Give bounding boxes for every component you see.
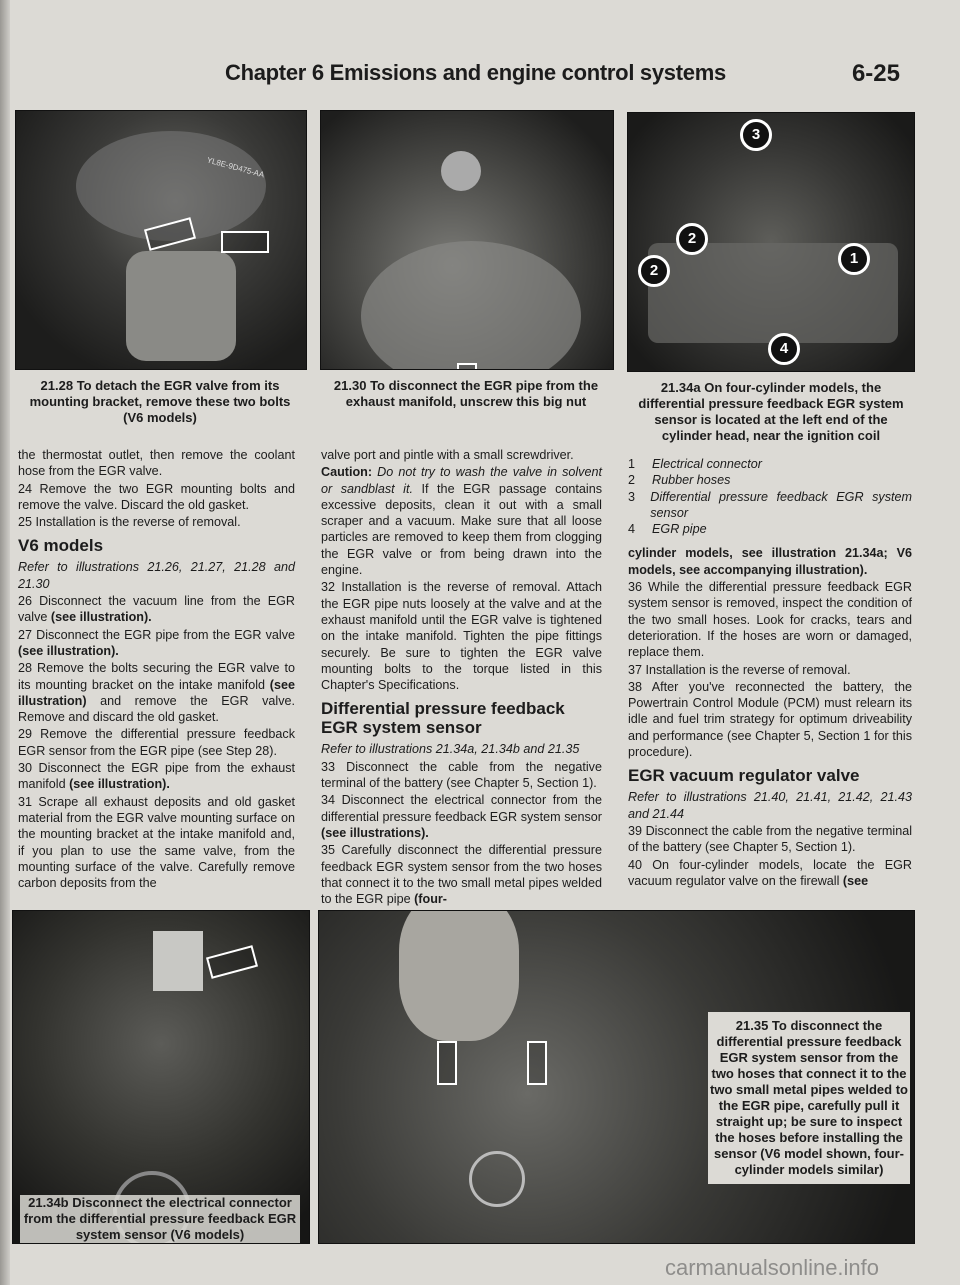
column-1 bbox=[18, 447, 295, 892]
watermark: carmanualsonline.info bbox=[665, 1255, 880, 1280]
step-33: 33 Disconnect the cable from the negative terminal of the battery (see Chapter 5, Section 1). bbox=[321, 759, 602, 791]
column-3 bbox=[628, 452, 912, 890]
legend-item: 1 Electrical connector bbox=[628, 457, 762, 471]
part-sticker: YL8E-9D475-AA bbox=[205, 155, 266, 180]
caution-note: Caution: Do not try to wash the valve in solvent or sandblast it. If the EGR passage contains excessive deposits, clean it out with a small scraper and a vacuum. Make sure that all loose particles are removed to keep them from clogging the EGR valve or from being drawn into the engine. bbox=[321, 465, 602, 578]
photo-21-28 bbox=[15, 110, 307, 370]
section-heading-vacuum-regulator: EGR vacuum regulator valve bbox=[628, 766, 860, 786]
callout-4-badge: 4 bbox=[768, 333, 800, 365]
photo-21-34b bbox=[12, 910, 310, 1244]
connector-shape bbox=[153, 931, 203, 991]
step-39: 39 Disconnect the cable from the negative terminal of the battery (see Chapter 5, Section 1). bbox=[628, 823, 912, 855]
photo-21-34a bbox=[627, 112, 915, 372]
chapter-title: Chapter 6 Emissions and engine control systems bbox=[225, 60, 726, 85]
legend-item: 4 EGR pipe bbox=[628, 522, 707, 537]
caption-21-30: 21.30 To disconnect the EGR pipe from the exhaust manifold, unscrew this big nut bbox=[333, 378, 599, 409]
step-36: 36 While the differential pressure feedback EGR system sensor is removed, inspect the condition of the two small hoses. Look for cracks, tears and deterioration. If the hoses are worn or damaged, replace them. bbox=[628, 580, 912, 660]
section-heading-v6: V6 models bbox=[18, 536, 104, 556]
callout-2-badge: 2 bbox=[638, 255, 670, 287]
callout-arrow-icon bbox=[457, 363, 477, 370]
step-35: 35 Carefully disconnect the differential pressure feedback EGR system sensor from the two hoses that connect it to the two small metal pipes welded to the EGR pipe (four- bbox=[321, 843, 602, 907]
column-2 bbox=[321, 447, 602, 908]
legend-item: 2 Rubber hoses bbox=[628, 473, 731, 488]
paragraph: valve port and pintle with a small screwdriver. bbox=[321, 448, 574, 462]
step-32: 32 Installation is the reverse of removal. Attach the EGR pipe nuts loosely at the valve and at the exhaust manifold until the EGR valve is tightened on the intake manifold. Tighten the pipe fittings securely. Be sure to tighten the EGR valve mounting bolts to the torque listed in this Chapter's Specifications. bbox=[321, 580, 602, 693]
step-31: 31 Scrape all exhaust deposits and old gasket material from the EGR valve mounting surface on the mounting bracket at the intake manifold and, if you plan to use the same valve, from the mounting surface of the valve. Carefully remove carbon deposits from the bbox=[18, 794, 295, 891]
callout-arrow-icon bbox=[527, 1041, 547, 1085]
callout-2-badge: 2 bbox=[676, 223, 708, 255]
step-34: 34 Disconnect the electrical connector from the differential pressure feedback EGR system sensor (see illustrations). bbox=[321, 793, 602, 840]
illustration-reference: Refer to illustrations 21.26, 21.27, 21.28 and 21.30 bbox=[18, 560, 295, 591]
step-26: 26 Disconnect the vacuum line from the EGR valve (see illustration). bbox=[18, 594, 295, 625]
photo-21-30 bbox=[320, 110, 614, 370]
page-binding-shadow bbox=[0, 0, 10, 1285]
step-40: 40 On four-cylinder models, locate the EGR vacuum regulator valve on the firewall (see bbox=[628, 857, 912, 888]
caption-21-34a: 21.34a On four-cylinder models, the differential pressure feedback EGR system sensor is located at the left end of the cylinder head, near the ignition coil bbox=[638, 380, 904, 443]
step-28: 28 Remove the bolts securing the EGR valve to its mounting bracket on the intake manifold (see illustration) and remove the EGR valve. Remove and discard the old gasket. bbox=[18, 661, 295, 725]
callout-1-badge: 1 bbox=[838, 243, 870, 275]
callout-arrow-icon bbox=[221, 231, 269, 253]
section-heading-dpfe: Differential pressure feedback EGR system sensor bbox=[321, 699, 565, 738]
step-38: 38 After you've reconnected the battery, the Powertrain Control Module (PCM) must relearn its idle and fuel trim strategy for optimum driveability and performance (see Chapter 5, Section 1 for this procedure). bbox=[628, 679, 912, 760]
callout-arrow-icon bbox=[437, 1041, 457, 1085]
step-37: 37 Installation is the reverse of removal. bbox=[628, 662, 851, 677]
step-30: 30 Disconnect the EGR pipe from the exhaust manifold (see illustration). bbox=[18, 761, 295, 792]
legend-item: 3 Differential pressure feedback EGR system sensor bbox=[628, 489, 912, 520]
page-header bbox=[0, 60, 960, 94]
step-27: 27 Disconnect the EGR pipe from the EGR valve (see illustration). bbox=[18, 627, 295, 658]
step-24: 24 Remove the two EGR mounting bolts and remove the valve. Discard the old gasket. bbox=[18, 481, 295, 512]
caption-21-28: 21.28 To detach the EGR valve from its mounting bracket, remove these two bolts (V6 models) bbox=[29, 378, 291, 425]
caption-21-34b: 21.34b Disconnect the electrical connector from the differential pressure feedback EGR system sensor (V6 models) bbox=[20, 1195, 300, 1243]
illustration-reference: Refer to illustrations 21.34a, 21.34b and 21.35 bbox=[321, 742, 580, 757]
caption-21-35: 21.35 To disconnect the differential pressure feedback EGR system sensor from the two hoses that connect it to the two small metal pipes welded to the EGR pipe, carefully pull it straight up; be sure to inspect the hoses before installing the sensor (V6 model shown, four-cylinder models similar) bbox=[708, 1012, 910, 1184]
step-25: 25 Installation is the reverse of removal. bbox=[18, 515, 241, 530]
photo-legend bbox=[628, 456, 912, 537]
paragraph: cylinder models, see illustration 21.34a; V6 models, see accompanying illustration). bbox=[628, 546, 912, 577]
illustration-reference: Refer to illustrations 21.40, 21.41, 21.42, 21.43 and 21.44 bbox=[628, 790, 912, 821]
step-29: 29 Remove the differential pressure feedback EGR sensor from the EGR pipe (see Step 28). bbox=[18, 727, 295, 758]
callout-3-badge: 3 bbox=[740, 119, 772, 151]
callout-arrow-icon bbox=[206, 945, 258, 979]
paragraph: the thermostat outlet, then remove the coolant hose from the EGR valve. bbox=[18, 448, 295, 479]
page-number: 6-25 bbox=[851, 60, 900, 87]
